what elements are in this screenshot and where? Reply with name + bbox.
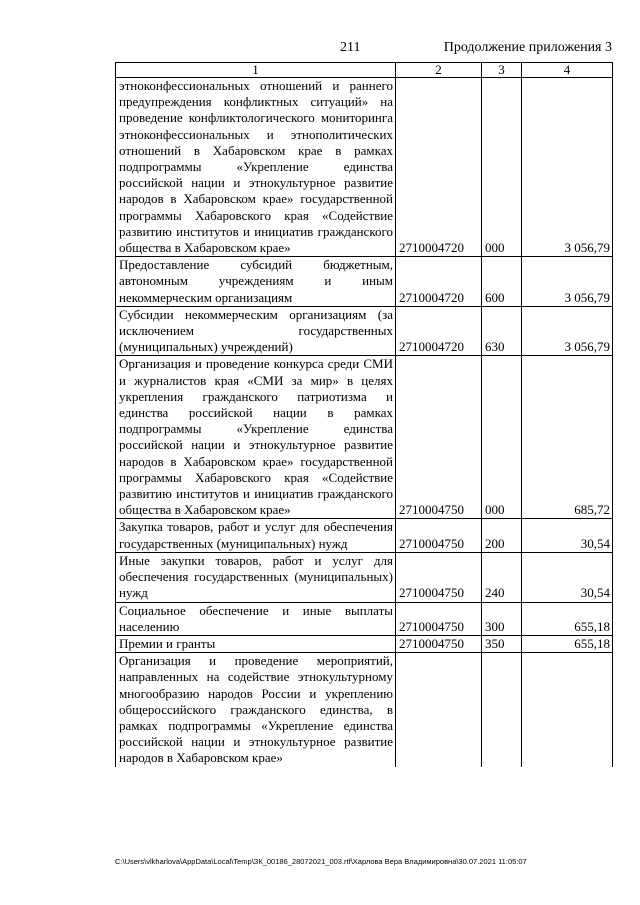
column-header: 2 bbox=[396, 63, 482, 78]
row-amount: 3 056,79 bbox=[522, 306, 613, 356]
row-amount: 685,72 bbox=[522, 356, 613, 519]
row-name: Иные закупки товаров, работ и услуг для обеспечения государственных (муниципальных) нужд bbox=[116, 552, 396, 602]
row-name: Закупка товаров, работ и услуг для обеспечения государственных (муниципальных) нужд bbox=[116, 519, 396, 552]
table-row bbox=[116, 653, 613, 767]
row-name: Организация и проведение конкурса среди СМИ и журналистов края «СМИ за мир» в целях укрепления гражданского патриотизма и единства российской нации в рамках подпрограммы «Укрепление единства российской нации и этнокультурное развитие народов в Хабаровском крае» государственной программы Хабаровского края «Содействие развитию институтов и инициатив гражданского общества в Хабаровском крае» bbox=[116, 356, 396, 519]
row-code: 2710004750 bbox=[396, 356, 482, 519]
table-row bbox=[116, 356, 613, 519]
row-amount: 30,54 bbox=[522, 519, 613, 552]
table-row bbox=[116, 257, 613, 307]
table-row bbox=[116, 519, 613, 552]
column-header: 4 bbox=[522, 63, 613, 78]
row-code: 2710004750 bbox=[396, 552, 482, 602]
row-amount: 655,18 bbox=[522, 635, 613, 652]
row-name: Социальное обеспечение и иные выплаты населению bbox=[116, 602, 396, 635]
row-code: 2710004720 bbox=[396, 257, 482, 307]
row-name: Премии и гранты bbox=[116, 635, 396, 652]
row-code bbox=[396, 653, 482, 767]
table-row bbox=[116, 306, 613, 356]
row-amount bbox=[522, 653, 613, 767]
row-name: Субсидии некоммерческим организациям (за исключением государственных (муниципальных) учреждений) bbox=[116, 306, 396, 356]
row-code: 2710004750 bbox=[396, 602, 482, 635]
row-type: 600 bbox=[482, 257, 522, 307]
table-row bbox=[116, 78, 613, 257]
row-amount: 655,18 bbox=[522, 602, 613, 635]
row-code: 2710004720 bbox=[396, 78, 482, 257]
row-name: Организация и проведение мероприятий, направленных на содействие этнокультурному многообразию народов России и укреплению общероссийского гражданского единства, в рамках подпрограммы «Укрепление единства российской нации и этнокультурное развитие народов в Хабаровском крае» bbox=[116, 653, 396, 767]
row-code: 2710004720 bbox=[396, 306, 482, 356]
budget-table bbox=[115, 62, 613, 767]
row-amount: 3 056,79 bbox=[522, 257, 613, 307]
column-header: 1 bbox=[116, 63, 396, 78]
row-amount: 30,54 bbox=[522, 552, 613, 602]
row-type: 200 bbox=[482, 519, 522, 552]
row-code: 2710004750 bbox=[396, 519, 482, 552]
row-name: этноконфессиональных отношений и раннего предупреждения конфликтных ситуаций» на проведение конфликтологического мониторинга этноконфессиональных и этнополитических отношений в Хабаровском крае в рамках подпрограммы «Укрепление единства российской нации и этнокультурное развитие народов в Хабаровском крае» государственной программы Хабаровского края «Содействие развитию институтов и инициатив гражданского общества в Хабаровском крае» bbox=[116, 78, 396, 257]
row-name: Предоставление субсидий бюджетным, автономным учреждениям и иным некоммерческим организациям bbox=[116, 257, 396, 307]
row-type: 000 bbox=[482, 78, 522, 257]
column-header: 3 bbox=[482, 63, 522, 78]
row-code: 2710004750 bbox=[396, 635, 482, 652]
page-number: 211 bbox=[340, 40, 361, 55]
row-type: 630 bbox=[482, 306, 522, 356]
table-row bbox=[116, 602, 613, 635]
row-type bbox=[482, 653, 522, 767]
row-type: 300 bbox=[482, 602, 522, 635]
file-path-footer: C:\Users\vlkharlova\AppData\Local\Temp\ЗК_00186_28072021_003.rtf\Харлова Вера Владимировна\30.07.2021 11:05:07 bbox=[115, 857, 527, 866]
row-type: 000 bbox=[482, 356, 522, 519]
row-type: 350 bbox=[482, 635, 522, 652]
table-row bbox=[116, 552, 613, 602]
row-amount: 3 056,79 bbox=[522, 78, 613, 257]
row-type: 240 bbox=[482, 552, 522, 602]
page-continuation-title: Продолжение приложения 3 bbox=[443, 40, 612, 55]
table-header-row bbox=[116, 63, 613, 78]
table-row bbox=[116, 635, 613, 652]
